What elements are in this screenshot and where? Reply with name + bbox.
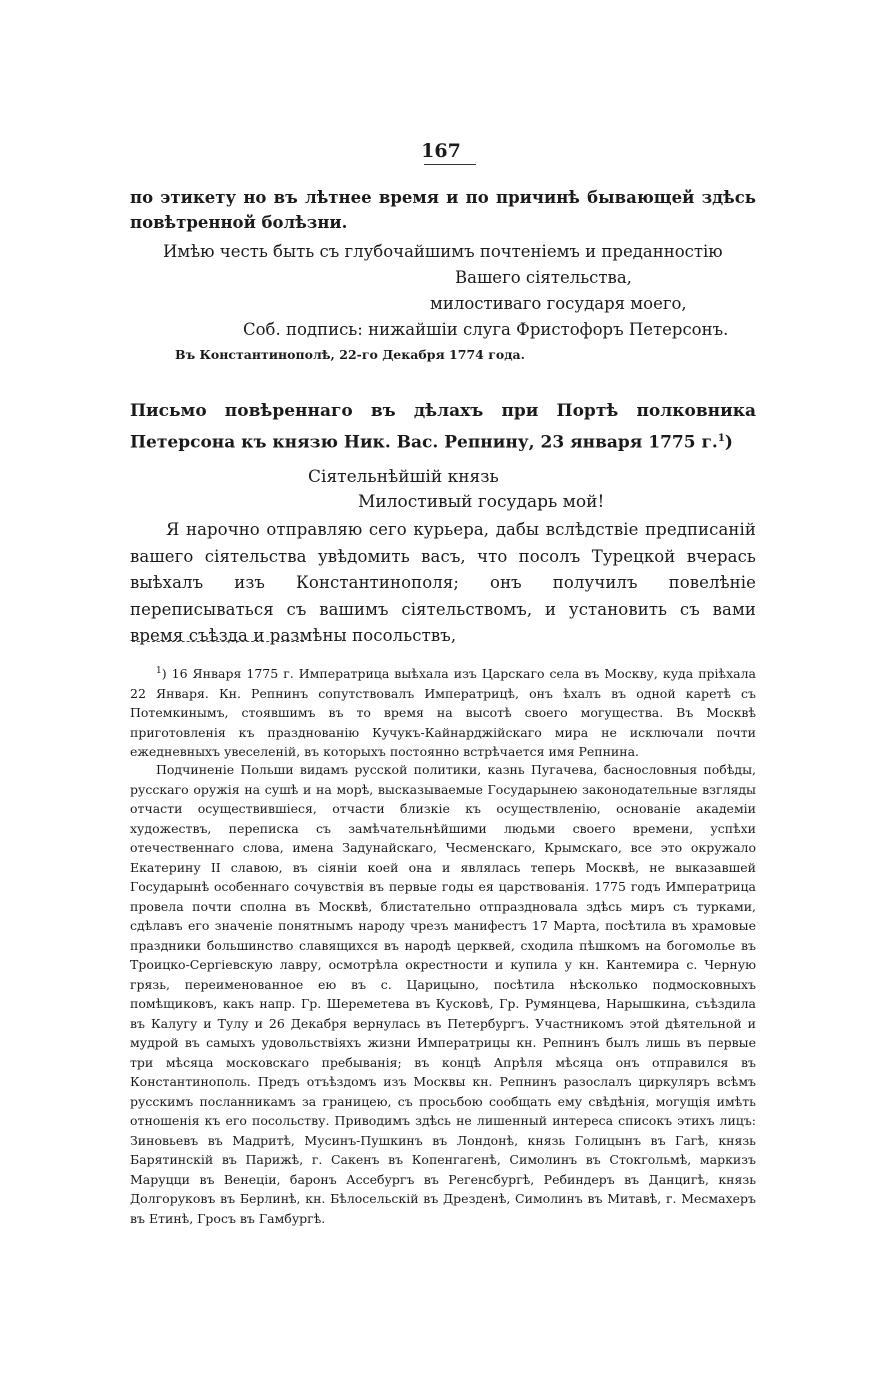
greeting-line-1: Сiятельнѣйшiй князь (308, 467, 499, 487)
letter-heading-text: Письмо повѣреннаго въ дѣлахъ при Портѣ полковника Петерсона къ князю Ник. Вас. Репнину, 23 января 1775 г. (130, 401, 756, 453)
continued-paragraph: по этикету но въ лѣтнее время и по причинѣ бывающей здѣсь повѣтренной болѣзни. (130, 188, 756, 232)
letter-body: Я нарочно отправляю сего курьера, дабы вслѣдствiе предписанiй вашего сiятельства увѣдомить васъ, что посолъ Турецкой вчерась выѣхалъ изъ Константинополя; онъ получилъ повелѣнiе переписываться съ вашимъ сiятельствомъ, и установить съ вами время съѣзда и размѣны посольствъ, (130, 520, 756, 645)
letter-heading (130, 397, 756, 457)
closing-line-1: Имѣю честь быть съ глубочайшимъ почтенiемъ и преданностiю (163, 242, 723, 261)
footnote-reference: 1 (717, 433, 725, 444)
footnote-paragraph-2: Подчиненiе Польши видамъ русской политики, казнь Пугачева, баснословныя побѣды, русскаго оружiя на сушѣ и на морѣ, высказываемые Государынею законодательные взгляды отчасти осуществившiеся, отчасти близкiе къ осуществленiю, основанiе академiи художествъ, переписка съ замѣчательнѣйшими людьми своего времени, успѣхи отечественнаго слова, имена Задунайскаго, Чесменскаго, Крымскаго, все это окружало Екатерину II славою, въ сiянiи коей она и являлась теперь Москвѣ, не выказавшей Государынѣ особеннаго сочувствiя въ первые годы ея царствованiя. 1775 годъ Императрица провела почти сполна въ Москвѣ, блистательно отпраздновала здѣсь миръ съ турками, сдѣлавъ его значенiе понятнымъ народу чрезъ манифестъ 17 Марта, посѣтила въ храмовые праздники большинство славящихся въ народѣ церквей, сходила пѣшкомъ на богомолье въ Троицко-Сергiевскую лавру, осмотрѣла окрестности и купила у кн. Кантемира с. Черную грязь, переименованное ею въ с. Царицыно, посѣтила нѣсколько подмосковныхъ помѣщиковъ, какъ напр. Гр. Шереметева въ Кусковѣ, Гр. Румянцева, Нарышкина, съѣздила въ Калугу и Тулу и 26 Декабря вернулась въ Петербургъ. Участникомъ этой дѣятельной и мудрой въ самыхъ удовольствiяхъ жизни Императрицы кн. Репнинъ былъ лишь въ первые три мѣсяца московскаго пребыванiя; въ концѣ Апрѣля мѣсяца онъ отправился въ Константинополь. Предъ отъѣздомъ изъ Москвы кн. Репнинъ разослалъ циркуляръ всѣмъ русскимъ посланникамъ за границею, съ просьбою сообщать ему свѣдѣнiя, могущiя имѣть отношенiя къ его посольству. Приводимъ здѣсь не лишенный интереса списокъ этихъ лицъ: Зиновьевъ въ Мадритѣ, Мусинъ-Пушкинъ въ Лондонѣ, князь Голицынъ въ Гагѣ, князь Барятинскiй въ Парижѣ, г. Сакенъ въ Копенгагенѣ, Симолинъ въ Стокгольмѣ, маркизъ Маруцци въ Венецiи, баронъ Ассебургъ въ Регенсбургѣ, Ребиндеръ въ Данцигѣ, князь Долгоруковъ въ Берлинѣ, кн. Бѣлосельскiй въ Дрезденѣ, Симолинъ въ Митавѣ, г. Месмахеръ въ Етинѣ, Гросъ въ Гамбургѣ. (130, 762, 756, 1226)
footnote-marker-close: ) (161, 666, 167, 681)
footnote-text-1: 16 Января 1775 г. Императрица выѣхала изъ Царскаго села въ Москву, куда прiѣхала 22 Января. Кн. Репнинъ сопутствовалъ Императрицѣ, онъ ѣхалъ въ одной каретѣ съ Потемкинымъ, стоявшимъ въ то время на высотѣ своего могущества. Въ Москвѣ приготовленiя къ празднованiю Кучукъ-Кайнарджiйскаго мира не исключали почти ежедневныхъ увеселенiй, въ которыхъ постоянно встрѣчается имя Репнина. (130, 666, 756, 759)
greeting-line-2: Милостивый государь мой! (358, 492, 605, 512)
page-number-rule (424, 164, 476, 165)
place-date-line: Въ Константинополѣ, 22-го Декабря 1774 года. (175, 347, 525, 362)
footnote-reference-close: ) (724, 432, 733, 453)
footnote-divider (132, 641, 304, 642)
page-number: 167 (421, 140, 461, 162)
closing-line-3: милостиваго государя моего, (430, 294, 687, 313)
footnote-paragraph-1 (130, 664, 756, 762)
footnote-marker: 1 (156, 665, 162, 676)
closing-line-2: Вашего сiятельства, (455, 268, 632, 287)
signature-line: Соб. подпись: нижайшiи слуга Фристофоръ Петерсонъ. (243, 320, 729, 339)
